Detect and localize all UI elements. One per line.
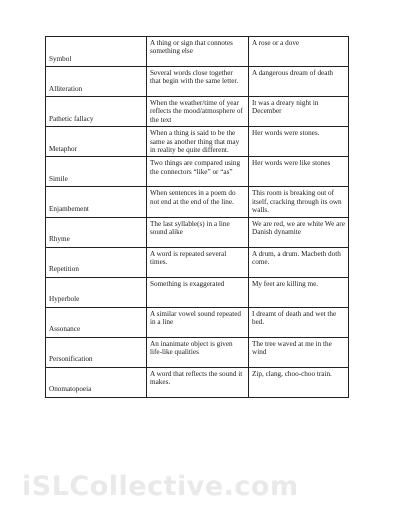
definition-cell: A thing or sign that connotes something else (147, 37, 249, 67)
definition-cell: When a thing is said to be the same as another thing that may in reality be quite different. (147, 127, 249, 157)
definition-cell: Several words close together that begin with the same letter. (147, 67, 249, 97)
example-cell: A dangerous dream of death (249, 67, 349, 97)
table-row (46, 337, 349, 367)
term-cell: Symbol (46, 37, 147, 67)
definition-cell: When the weather/time of year reflects the mood/atmosphere of the text (147, 97, 249, 127)
definition-cell: A word is repeated several times. (147, 247, 249, 277)
definition-cell: Something is exaggerated (147, 277, 249, 307)
term-cell: Pathetic fallacy (46, 97, 147, 127)
example-cell: I dreamt of death and wet the bed. (249, 307, 349, 337)
term-cell: Assonance (46, 307, 147, 337)
table-row (46, 67, 349, 97)
term-cell: Metaphor (46, 127, 147, 157)
definition-cell: A word that reflects the sound it makes. (147, 367, 249, 397)
definition-cell: When sentences in a poem do not end at the end of the line. (147, 187, 249, 217)
example-cell: It was a dreary night in December (249, 97, 349, 127)
table-row (46, 307, 349, 337)
table-row (46, 367, 349, 397)
table-row (46, 157, 349, 187)
example-cell: Her words were stones. (249, 127, 349, 157)
table-row (46, 277, 349, 307)
term-cell: Simile (46, 157, 147, 187)
term-cell: Onomatopoeia (46, 367, 147, 397)
example-cell: This room is breaking out of itself, cracking through its own walls. (249, 187, 349, 217)
example-cell: A drum, a drum. Macbeth doth come. (249, 247, 349, 277)
table-row (46, 37, 349, 67)
table-row (46, 97, 349, 127)
definition-cell: The last syllable(s) in a line sound alike (147, 217, 249, 247)
table-row (46, 217, 349, 247)
table-row (46, 127, 349, 157)
term-cell: Repetition (46, 247, 147, 277)
example-cell: Her words were like stones (249, 157, 349, 187)
example-cell: The tree waved at me in the wind (249, 337, 349, 367)
example-cell: My feet are killing me. (249, 277, 349, 307)
example-cell: We are red, we are white We are Danish dynamite (249, 217, 349, 247)
example-cell: Zip, clang, choo-choo train. (249, 367, 349, 397)
worksheet (45, 36, 348, 398)
term-cell: Alliteration (46, 67, 147, 97)
literary-devices-table (45, 36, 349, 398)
term-cell: Rhyme (46, 217, 147, 247)
table-row (46, 247, 349, 277)
term-cell: Hyperbole (46, 277, 147, 307)
definition-cell: An inanimate object is given life-like qualities (147, 337, 249, 367)
term-cell: Enjambement (46, 187, 147, 217)
term-cell: Personification (46, 337, 147, 367)
definition-cell: Two things are compared using the connectors “like” or “as” (147, 157, 249, 187)
definition-cell: A similar vowel sound repeated in a line (147, 307, 249, 337)
table-row (46, 187, 349, 217)
example-cell: A rose or a dove (249, 37, 349, 67)
watermark-logo: iSLCollective.com (22, 471, 299, 502)
